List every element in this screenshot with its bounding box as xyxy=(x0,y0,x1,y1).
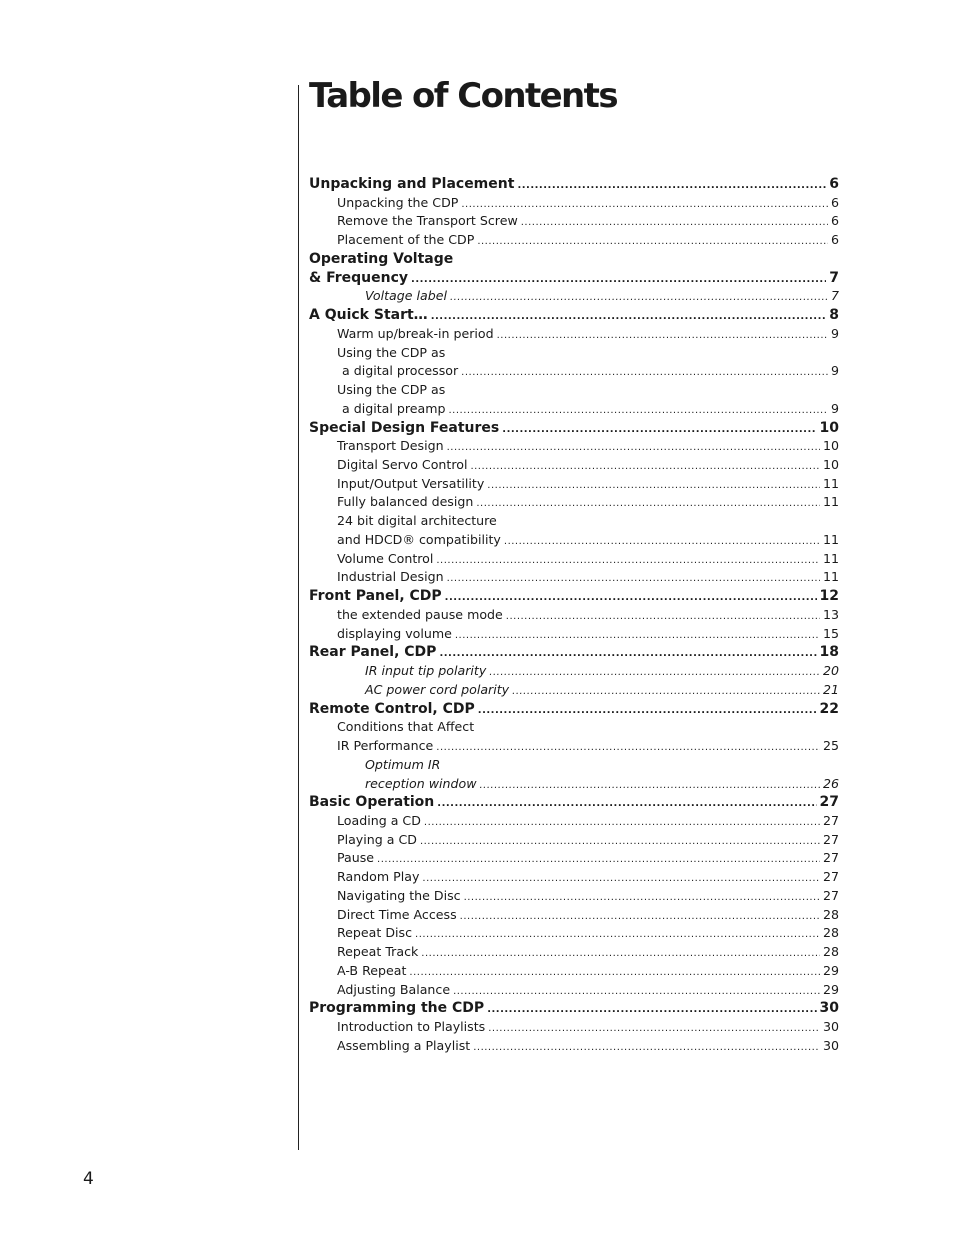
toc-entry-title: Direct Time Access xyxy=(337,906,457,922)
toc-subentry xyxy=(309,662,839,681)
toc-subentry xyxy=(309,681,839,700)
toc-list xyxy=(309,175,839,1056)
toc-entry-page: 18 xyxy=(819,644,839,661)
toc-entry-page: 7 xyxy=(829,269,839,286)
dot-leader xyxy=(502,421,816,438)
dot-leader xyxy=(512,683,820,700)
toc-entry-page: 6 xyxy=(830,213,839,229)
dot-leader xyxy=(420,833,820,850)
toc-subentry xyxy=(309,756,839,775)
dot-leader xyxy=(476,495,820,512)
toc-entry-page: 9 xyxy=(830,325,839,341)
toc-entry-title: Assembling a Playlist xyxy=(337,1037,471,1053)
toc-entry-page: 12 xyxy=(819,588,839,605)
toc-subentry xyxy=(309,943,839,962)
toc-section xyxy=(309,643,839,662)
toc-entry-title: Adjusting Balance xyxy=(337,981,451,997)
dot-leader xyxy=(431,308,827,325)
toc-entry-title: Playing a CD xyxy=(337,831,417,847)
dot-leader xyxy=(424,814,820,831)
toc-entry-title: and HDCD® compatibility xyxy=(337,531,501,547)
dot-leader xyxy=(411,271,826,288)
toc-section xyxy=(309,250,839,269)
dot-leader xyxy=(436,552,820,569)
toc-entry-title: Pause xyxy=(337,850,375,866)
toc-subentry xyxy=(309,568,839,587)
dot-leader xyxy=(421,945,820,962)
toc-subentry xyxy=(309,512,839,531)
dot-leader xyxy=(447,570,820,587)
toc-entry-title: Warm up/break-in period xyxy=(337,325,494,341)
toc-entry-page: 11 xyxy=(822,475,839,491)
toc-entry-title: Special Design Features xyxy=(309,419,500,436)
toc-subentry xyxy=(309,475,839,494)
toc-section xyxy=(309,793,839,812)
toc-entry-title: Repeat Track xyxy=(337,944,419,960)
dot-leader xyxy=(445,589,817,606)
dot-leader xyxy=(461,364,828,381)
toc-entry-page: 22 xyxy=(819,700,839,717)
toc-entry-title: Repeat Disc xyxy=(337,925,413,941)
dot-leader xyxy=(487,477,820,494)
toc-subentry xyxy=(309,924,839,943)
dot-leader xyxy=(480,777,820,794)
dot-leader xyxy=(439,645,816,662)
toc-entry-title: Navigating the Disc xyxy=(337,887,461,903)
vertical-rule xyxy=(298,85,299,1150)
toc-entry-title: Using the CDP as xyxy=(337,344,446,360)
toc-subentry xyxy=(309,906,839,925)
dot-leader xyxy=(455,627,820,644)
toc-section xyxy=(309,419,839,438)
dot-leader xyxy=(521,214,828,231)
toc-entry-page: 6 xyxy=(830,194,839,210)
toc-entry-page: 27 xyxy=(822,812,839,828)
toc-entry-page: 10 xyxy=(822,457,839,473)
toc-subentry xyxy=(309,1018,839,1037)
dot-leader xyxy=(473,1039,820,1056)
toc-entry-page: 27 xyxy=(819,794,839,811)
toc-entry-page: 27 xyxy=(822,831,839,847)
dot-leader xyxy=(470,458,820,475)
toc-subentry xyxy=(309,718,839,737)
toc-entry-page: 30 xyxy=(822,1019,839,1035)
dot-leader xyxy=(504,533,820,550)
dot-leader xyxy=(377,851,820,868)
toc-entry-title: & Frequency xyxy=(309,269,409,286)
toc-entry-title: Unpacking and Placement xyxy=(309,176,515,192)
toc-entry-title: Digital Servo Control xyxy=(337,457,468,473)
toc-entry-page: 29 xyxy=(822,981,839,997)
toc-entry-page: 11 xyxy=(822,494,839,510)
toc-entry-title: Optimum IR xyxy=(365,756,441,772)
dot-leader xyxy=(506,608,820,625)
toc-entry-title: Front Panel, CDP xyxy=(309,588,442,605)
toc-subentry xyxy=(309,531,839,550)
toc-section xyxy=(309,587,839,606)
dot-leader xyxy=(436,739,820,756)
toc-entry-title: Unpacking the CDP xyxy=(337,194,459,210)
toc-subentry xyxy=(309,831,839,850)
toc-entry-title: Introduction to Playlists xyxy=(337,1019,486,1035)
dot-leader xyxy=(464,889,820,906)
toc-entry-page: 9 xyxy=(830,400,839,416)
toc-subentry xyxy=(309,287,839,306)
toc-entry-title: Conditions that Affect xyxy=(337,719,475,735)
toc-subentry xyxy=(309,606,839,625)
toc-entry-page: 9 xyxy=(830,363,839,379)
toc-entry-title: Industrial Design xyxy=(337,569,444,585)
toc-subentry xyxy=(309,437,839,456)
dot-leader xyxy=(478,702,817,719)
toc-entry-page: 15 xyxy=(822,625,839,641)
toc-entry-title: Fully balanced design xyxy=(337,494,474,510)
toc-subentry xyxy=(309,812,839,831)
dot-leader xyxy=(453,983,820,1000)
toc-subentry xyxy=(309,737,839,756)
dot-leader xyxy=(489,664,820,681)
toc-subentry xyxy=(309,400,839,419)
toc-entry-title: Loading a CD xyxy=(337,812,421,828)
toc-entry-page: 27 xyxy=(822,887,839,903)
toc-subentry xyxy=(309,212,839,231)
toc-entry-page: 6 xyxy=(830,232,839,248)
toc-entry-page: 8 xyxy=(829,307,839,324)
dot-leader xyxy=(461,196,828,213)
toc-entry-page: 28 xyxy=(822,925,839,941)
dot-leader xyxy=(460,908,820,925)
toc-entry-title: Basic Operation xyxy=(309,794,435,811)
toc-entry-title: Transport Design xyxy=(337,438,444,454)
toc-entry-page: 13 xyxy=(822,606,839,622)
dot-leader xyxy=(437,795,816,812)
toc-entry-title: A Quick Start… xyxy=(309,307,428,324)
toc-entry-page: 30 xyxy=(822,1037,839,1053)
toc-subentry xyxy=(309,962,839,981)
toc-entry-page: 10 xyxy=(819,419,839,436)
toc-entry-title: the extended pause mode xyxy=(337,606,503,622)
toc-entry-page: 27 xyxy=(822,869,839,885)
toc-entry-title: IR Performance xyxy=(337,738,434,754)
toc-entry-title: Using the CDP as xyxy=(337,382,446,398)
toc-entry-title: Input/Output Versatility xyxy=(337,475,485,491)
toc-entry-page: 10 xyxy=(822,438,839,454)
toc-entry-title: a digital processor xyxy=(342,363,459,379)
dot-leader xyxy=(477,233,828,250)
toc-entry-page: 25 xyxy=(822,738,839,754)
dot-leader xyxy=(447,439,820,456)
toc-entry-page: 11 xyxy=(822,531,839,547)
dot-leader xyxy=(449,402,828,419)
toc-entry-title: displaying volume xyxy=(337,625,452,641)
toc-entry-title: Volume Control xyxy=(337,550,434,566)
toc-section xyxy=(309,700,839,719)
toc-entry-title: A-B Repeat xyxy=(337,962,407,978)
toc-subentry xyxy=(309,775,839,794)
toc-entry-title: 24 bit digital architecture xyxy=(337,513,497,529)
dot-leader xyxy=(450,289,828,306)
toc-entry-page: 28 xyxy=(822,906,839,922)
toc-entry-page: 28 xyxy=(822,944,839,960)
toc-subentry xyxy=(309,493,839,512)
dot-leader xyxy=(415,926,820,943)
toc-section xyxy=(309,306,839,325)
toc-subentry xyxy=(309,868,839,887)
toc-entry-page: 26 xyxy=(822,775,839,791)
toc-subentry xyxy=(309,849,839,868)
toc-entry-page: 11 xyxy=(822,569,839,585)
toc-entry-page: 7 xyxy=(830,288,839,304)
toc-subentry xyxy=(309,194,839,213)
dot-leader xyxy=(497,327,828,344)
toc-subentry xyxy=(309,625,839,644)
toc-entry-title: Remote Control, CDP xyxy=(309,700,475,717)
toc-section xyxy=(309,175,839,194)
dot-leader xyxy=(409,964,820,981)
toc-entry-page: 6 xyxy=(829,176,839,192)
dot-leader xyxy=(517,177,826,194)
toc-subentry xyxy=(309,344,839,363)
toc-section xyxy=(309,999,839,1018)
toc-subentry xyxy=(309,550,839,569)
toc-entry-title: Remove the Transport Screw xyxy=(337,213,518,229)
dot-leader xyxy=(487,1001,816,1018)
toc-entry-title: reception window xyxy=(365,775,477,791)
page-number: 4 xyxy=(83,1169,94,1189)
toc-entry-page: 21 xyxy=(822,681,839,697)
toc-entry-page: 27 xyxy=(822,850,839,866)
toc-entry-title: Voltage label xyxy=(365,288,447,304)
dot-leader xyxy=(488,1020,820,1037)
toc-entry-title: Operating Voltage xyxy=(309,250,454,267)
toc-subentry xyxy=(309,456,839,475)
toc-entry-page: 11 xyxy=(822,550,839,566)
toc-entry-title: Placement of the CDP xyxy=(337,232,475,248)
toc-entry-page: 29 xyxy=(822,962,839,978)
toc-entry-page: 30 xyxy=(819,1000,839,1017)
toc-section xyxy=(309,269,839,288)
toc-entry-title: AC power cord polarity xyxy=(365,681,510,697)
dot-leader xyxy=(422,870,820,887)
toc-subentry xyxy=(309,981,839,1000)
toc-subentry xyxy=(309,231,839,250)
toc-subentry xyxy=(309,362,839,381)
page-title: Table of Contents xyxy=(309,76,617,116)
toc-entry-title: Random Play xyxy=(337,869,420,885)
toc-subentry xyxy=(309,1037,839,1056)
toc-subentry xyxy=(309,325,839,344)
toc-entry-title: IR input tip polarity xyxy=(365,663,487,679)
toc-entry-title: Rear Panel, CDP xyxy=(309,644,437,661)
toc-entry-title: Programming the CDP xyxy=(309,1000,485,1017)
toc-entry-page: 20 xyxy=(822,663,839,679)
toc-subentry xyxy=(309,887,839,906)
toc-entry-title: a digital preamp xyxy=(342,400,446,416)
toc-subentry xyxy=(309,381,839,400)
